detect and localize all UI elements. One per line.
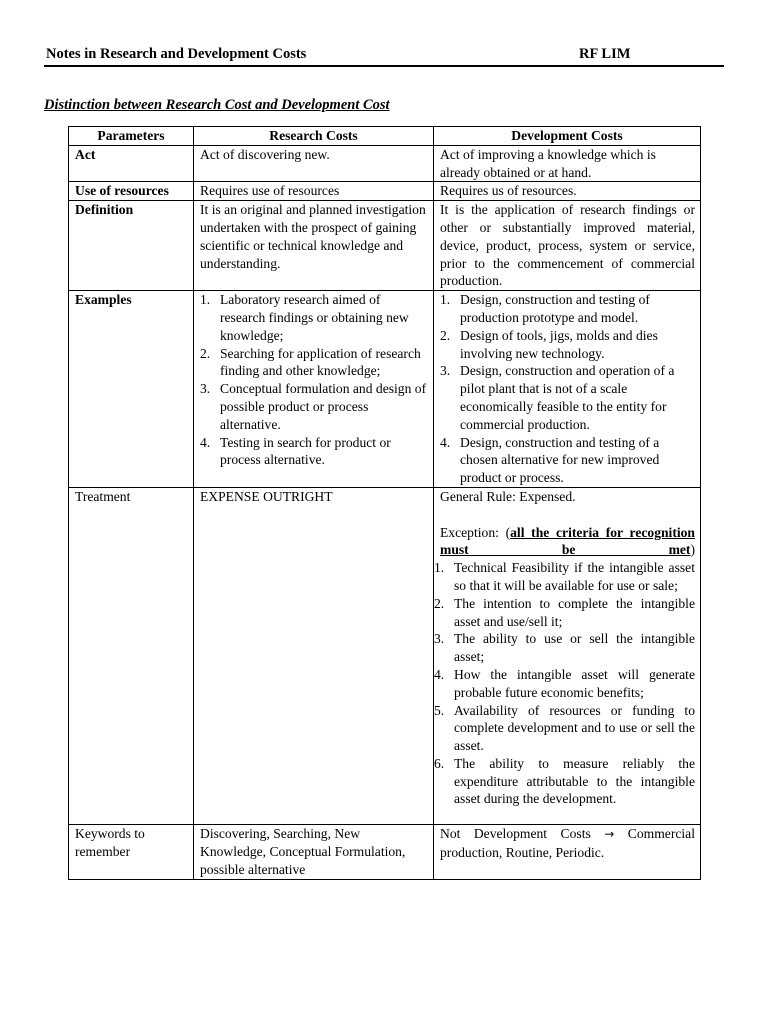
column-header-development: Development Costs — [434, 127, 701, 146]
research-examples-list — [200, 291, 428, 469]
research-examples — [194, 291, 434, 488]
header-title: Notes in Research and Development Costs — [46, 46, 307, 62]
param-examples: Examples — [69, 291, 194, 488]
general-rule: General Rule: Expensed. — [440, 488, 576, 504]
development-treatment — [434, 487, 701, 824]
development-examples — [434, 291, 701, 488]
table-row-keywords — [69, 825, 701, 879]
exception-prefix: Exception: — [440, 524, 499, 540]
column-header-research: Research Costs — [194, 127, 434, 146]
development-act: Act of improving a knowledge which is already obtained or at hand. — [434, 145, 701, 182]
right-arrow-icon: → — [604, 827, 615, 842]
list-item: 2. The intention to complete the intangible asset and use/sell it; — [434, 595, 695, 629]
exception-criteria: all the criteria for recognition must be met — [440, 524, 695, 558]
list-item: 2. Design of tools, jigs, molds and dies involving new technology. — [440, 327, 658, 361]
header-author: RF LIM — [579, 46, 631, 62]
param-use-of-resources: Use of resources — [69, 182, 194, 201]
recognition-criteria-list — [434, 559, 695, 808]
list-item: 3. Design, construction and operation of a pilot plant that is not of a scale economically feasible to the entity for commercial production. — [440, 363, 675, 432]
keywords-suffix: Commercial production, Routine, Periodic. — [440, 826, 695, 861]
page-header — [44, 45, 724, 67]
list-item: 4. Design, construction and testing of a chosen alternative for new improved product or process. — [440, 434, 660, 486]
list-item: 3. The ability to use or sell the intangible asset; — [434, 631, 695, 665]
list-item: 6. The ability to measure reliably the expenditure attributable to the intangible asset during the development. — [434, 755, 695, 807]
list-item: 4. Testing in search for product or process alternative. — [200, 434, 391, 468]
research-treatment: EXPENSE OUTRIGHT — [194, 487, 434, 824]
table-row-treatment — [69, 487, 701, 824]
list-item: 4. How the intangible asset will generate probable future economic benefits; — [434, 666, 695, 700]
column-header-parameters: Parameters — [69, 127, 194, 146]
list-item: 2. Searching for application of research finding and other knowledge; — [200, 345, 421, 379]
table-row-act — [69, 145, 701, 182]
table-row-definition — [69, 201, 701, 291]
list-item: 3. Conceptual formulation and design of possible product or process alternative. — [200, 381, 427, 432]
list-item: 5. Availability of resources or funding to complete development and to use or sell the asset. — [434, 702, 695, 754]
table-header-row — [69, 127, 701, 146]
development-examples-list — [440, 291, 695, 487]
development-use-of-resources: Requires us of resources. — [434, 182, 701, 201]
research-use-of-resources: Requires use of resources — [194, 182, 434, 201]
development-definition: It is the application of research findings or other or substantially improved material, device, product, process, system or service, prior to the commencement of commercial production. — [434, 201, 701, 291]
list-item: 1. Laboratory research aimed of research findings or obtaining new knowledge; — [200, 292, 409, 343]
param-definition: Definition — [69, 201, 194, 291]
table-row-use-of-resources — [69, 182, 701, 201]
development-keywords — [434, 825, 701, 879]
comparison-table — [68, 126, 701, 880]
param-treatment: Treatment — [69, 487, 194, 824]
param-keywords: Keywords to remember — [69, 825, 194, 879]
list-item: 1. Technical Feasibility if the intangible asset so that it will be available for use or sale; — [434, 560, 695, 593]
list-item: 1. Design, construction and testing of production prototype and model. — [440, 292, 650, 325]
research-keywords: Discovering, Searching, New Knowledge, Conceptual Formulation, possible alternative — [194, 825, 434, 879]
exception-line: Exception: (all the criteria for recognition must be met) — [440, 524, 695, 558]
keywords-prefix: Not Development Costs — [440, 826, 591, 842]
research-definition: It is an original and planned investigation undertaken with the prospect of gaining scientific or technical knowledge and understanding. — [194, 201, 434, 291]
param-act: Act — [69, 145, 194, 182]
research-act: Act of discovering new. — [194, 145, 434, 182]
table-row-examples — [69, 291, 701, 488]
section-title: Distinction between Research Cost and Development Cost — [44, 97, 390, 113]
